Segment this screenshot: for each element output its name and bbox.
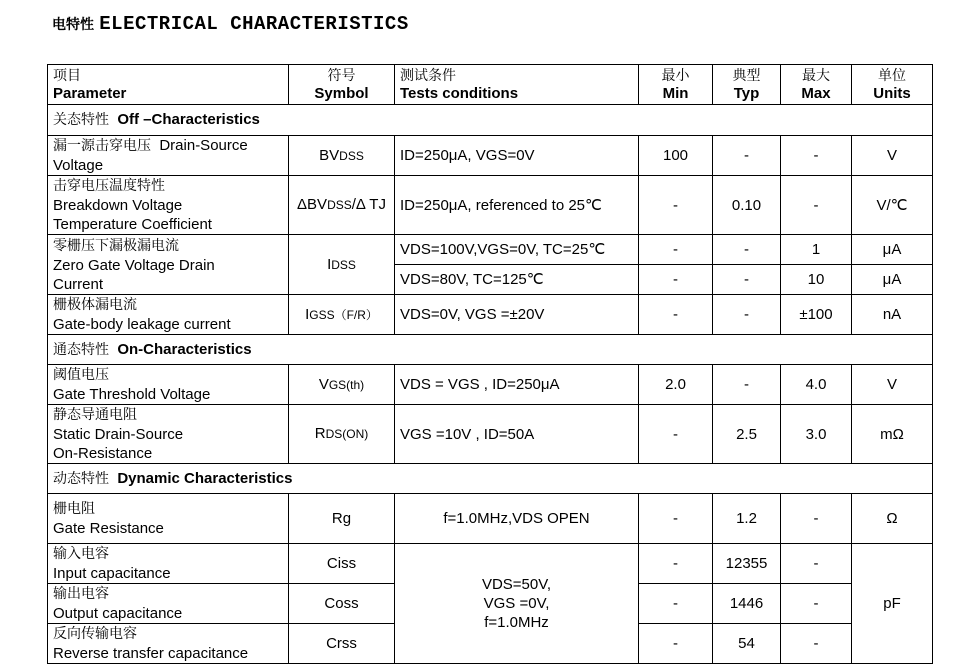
param-crss: 反向传输电容 Reverse transfer capacitance xyxy=(48,624,289,664)
table-row xyxy=(48,136,933,176)
table-row xyxy=(48,405,933,464)
section-row-off xyxy=(48,105,933,136)
symbol-coss: Coss xyxy=(289,584,395,624)
min-idss-1: - xyxy=(639,235,713,265)
unit-idss-2: μA xyxy=(852,265,933,295)
max-rg: - xyxy=(781,494,852,544)
table-row xyxy=(48,295,933,335)
cond-vgsth: VDS = VGS , ID=250μA xyxy=(395,365,639,405)
header-typ: 典型 Typ xyxy=(713,65,781,105)
section-on-label: 通态特性 On-Characteristics xyxy=(48,335,933,365)
symbol-vgsth: VGS(th) xyxy=(289,365,395,405)
typ-rdson: 2.5 xyxy=(713,405,781,464)
unit-rg: Ω xyxy=(852,494,933,544)
section-title xyxy=(52,13,409,35)
typ-idss-2: - xyxy=(713,265,781,295)
unit-vgsth: V xyxy=(852,365,933,405)
param-dbvdss: 击穿电压温度特性 Breakdown Voltage Temperature Coefficient xyxy=(48,176,289,235)
typ-coss: 1446 xyxy=(713,584,781,624)
header-max: 最大 Max xyxy=(781,65,852,105)
section-row-dynamic xyxy=(48,464,933,494)
param-ciss: 输入电容 Input capacitance xyxy=(48,544,289,584)
table-row xyxy=(48,235,933,265)
min-rdson: - xyxy=(639,405,713,464)
cond-capacitance: VDS=50V, VGS =0V, f=1.0MHz xyxy=(395,544,639,664)
param-coss: 输出电容 Output capacitance xyxy=(48,584,289,624)
header-symbol: 符号 Symbol xyxy=(289,65,395,105)
typ-ciss: 12355 xyxy=(713,544,781,584)
symbol-bvdss: BVDSS xyxy=(289,136,395,176)
max-igss: ±100 xyxy=(781,295,852,335)
table-row xyxy=(48,544,933,584)
unit-dbvdss: V/℃ xyxy=(852,176,933,235)
section-row-on xyxy=(48,335,933,365)
section-dyn-label: 动态特性 Dynamic Characteristics xyxy=(48,464,933,494)
min-dbvdss: - xyxy=(639,176,713,235)
header-min: 最小 Min xyxy=(639,65,713,105)
unit-bvdss: V xyxy=(852,136,933,176)
max-dbvdss: - xyxy=(781,176,852,235)
cond-rdson: VGS =10V , ID=50A xyxy=(395,405,639,464)
typ-bvdss: - xyxy=(713,136,781,176)
max-rdson: 3.0 xyxy=(781,405,852,464)
min-ciss: - xyxy=(639,544,713,584)
unit-igss: nA xyxy=(852,295,933,335)
param-idss: 零栅压下漏极漏电流 Zero Gate Voltage Drain Current xyxy=(48,235,289,295)
title-cn: 电特性 xyxy=(52,17,94,33)
param-rg: 栅电阻 Gate Resistance xyxy=(48,494,289,544)
cond-idss-2: VDS=80V, TC=125℃ xyxy=(395,265,639,295)
param-igss: 栅极体漏电流 Gate-body leakage current xyxy=(48,295,289,335)
unit-rdson: mΩ xyxy=(852,405,933,464)
max-idss-2: 10 xyxy=(781,265,852,295)
table-header-row xyxy=(48,65,933,105)
header-parameter: 项目 Parameter xyxy=(48,65,289,105)
typ-rg: 1.2 xyxy=(713,494,781,544)
max-ciss: - xyxy=(781,544,852,584)
symbol-crss: Crss xyxy=(289,624,395,664)
cond-idss-1: VDS=100V,VGS=0V, TC=25℃ xyxy=(395,235,639,265)
header-units: 单位 Units xyxy=(852,65,933,105)
max-crss: - xyxy=(781,624,852,664)
symbol-rdson: RDS(ON) xyxy=(289,405,395,464)
symbol-rg: Rg xyxy=(289,494,395,544)
cond-dbvdss: ID=250μA, referenced to 25℃ xyxy=(395,176,639,235)
characteristics-table xyxy=(47,64,933,664)
symbol-idss: IDSS xyxy=(289,235,395,295)
section-off-label: 关态特性 Off –Characteristics xyxy=(48,105,933,136)
param-rdson: 静态导通电阻 Static Drain-Source On-Resistance xyxy=(48,405,289,464)
header-conditions: 测试条件 Tests conditions xyxy=(395,65,639,105)
min-idss-2: - xyxy=(639,265,713,295)
param-vgsth: 阈值电压 Gate Threshold Voltage xyxy=(48,365,289,405)
typ-crss: 54 xyxy=(713,624,781,664)
cond-igss: VDS=0V, VGS =±20V xyxy=(395,295,639,335)
typ-dbvdss: 0.10 xyxy=(713,176,781,235)
min-rg: - xyxy=(639,494,713,544)
max-vgsth: 4.0 xyxy=(781,365,852,405)
min-bvdss: 100 xyxy=(639,136,713,176)
max-coss: - xyxy=(781,584,852,624)
min-crss: - xyxy=(639,624,713,664)
table-row xyxy=(48,494,933,544)
title-en: ELECTRICAL CHARACTERISTICS xyxy=(99,13,409,35)
max-bvdss: - xyxy=(781,136,852,176)
max-idss-1: 1 xyxy=(781,235,852,265)
min-vgsth: 2.0 xyxy=(639,365,713,405)
min-coss: - xyxy=(639,584,713,624)
symbol-dbvdss: ΔBVDSS/Δ TJ xyxy=(289,176,395,235)
unit-capacitance: pF xyxy=(852,544,933,664)
min-igss: - xyxy=(639,295,713,335)
cond-bvdss: ID=250μA, VGS=0V xyxy=(395,136,639,176)
symbol-ciss: Ciss xyxy=(289,544,395,584)
symbol-igss: IGSS（F/R） xyxy=(289,295,395,335)
table-row xyxy=(48,176,933,235)
typ-vgsth: - xyxy=(713,365,781,405)
param-bvdss: 漏一源击穿电压 Drain-Source Voltage xyxy=(48,136,289,176)
cond-rg: f=1.0MHz,VDS OPEN xyxy=(395,494,639,544)
table-row xyxy=(48,365,933,405)
typ-idss-1: - xyxy=(713,235,781,265)
typ-igss: - xyxy=(713,295,781,335)
unit-idss-1: μA xyxy=(852,235,933,265)
